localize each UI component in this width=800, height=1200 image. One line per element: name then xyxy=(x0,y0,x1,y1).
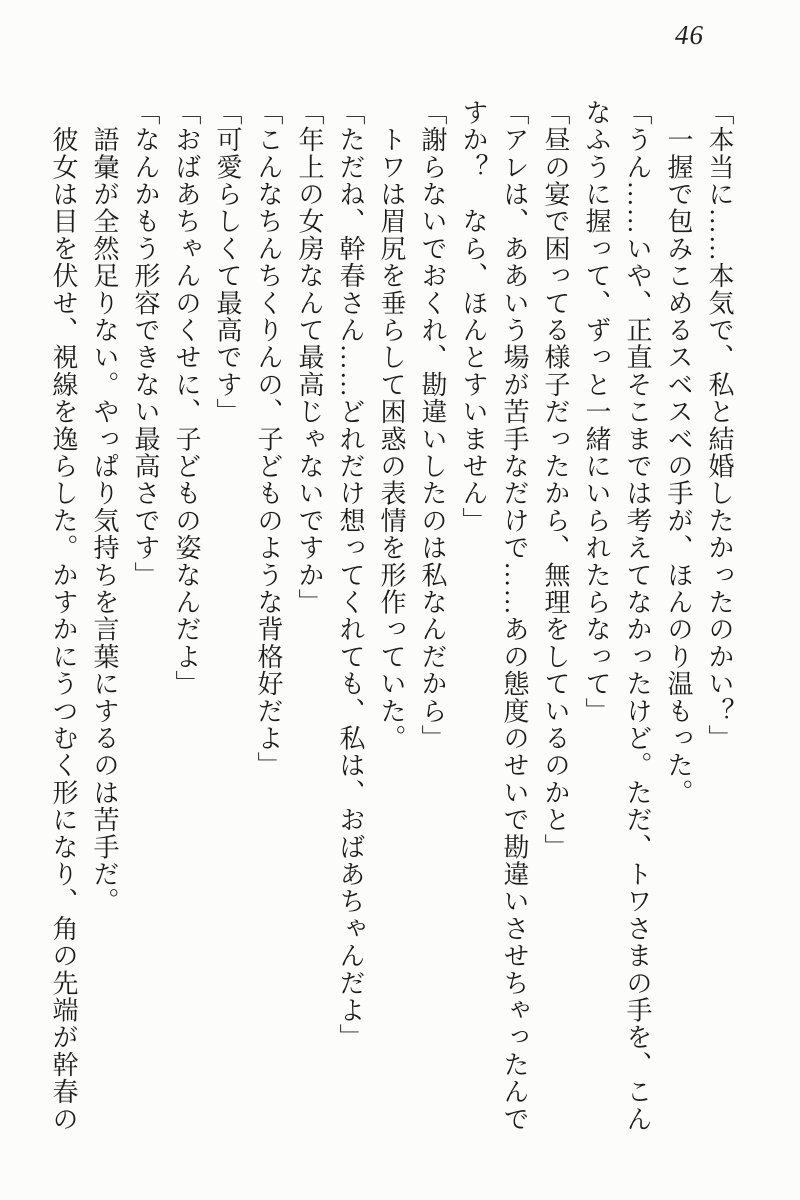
text-line: 彼女は目を伏せ、視線を逸らした。かすかにうつむく形になり、角の先端が幹春の xyxy=(49,99,78,1133)
text-line: 「アレは、ああいう場が苦手なだけで……あの態度のせいで勘違いさせちゃったんで xyxy=(500,99,529,1133)
text-line: 「うん……いや、正直そこまでは考えてなかったけど。ただ、トワさまの手を、こん xyxy=(623,99,652,1133)
text-line: 「謝らないでおくれ、勘違いしたのは私なんだから」 xyxy=(418,99,447,752)
text-line: トワは眉尻を垂らして困惑の表情を形作っていた。 xyxy=(377,99,406,752)
text-line: 「なんかもう形容できない最高さです」 xyxy=(131,99,160,589)
text-line: 「年上の女房なんて最高じゃないですか」 xyxy=(295,99,324,616)
text-line: 「こんなちんちくりんの、子どものような背格好だよ」 xyxy=(254,99,283,779)
text-line: 語彙が全然足りない。やっぱり気持ちを言葉にするのは苦手だ。 xyxy=(90,99,119,915)
text-line: 「本当に……本気で、私と結婚したかったのかい？」 xyxy=(705,99,734,752)
text-line: 「昼の宴で困ってる様子だったから、無理をしているのかと」 xyxy=(541,99,570,861)
text-line: なふうに握って、ずっと一緒にいられたらなって」 xyxy=(582,99,611,725)
text-line: 「おばあちゃんのくせに、子どもの姿なんだよ」 xyxy=(172,99,201,698)
page-number: 46 xyxy=(675,20,704,50)
text-block xyxy=(40,99,740,1141)
text-line: すか？ なら、ほんとすいません」 xyxy=(459,99,488,535)
text-line: 「ただね、幹春さん……どれだけ想ってくれても、私は、おばあちゃんだよ」 xyxy=(336,99,365,1051)
text-line: 一握で包みこめるスベスベの手が、ほんのり温もった。 xyxy=(664,99,693,807)
text-line: 「可愛らしくて最高です」 xyxy=(213,99,242,426)
